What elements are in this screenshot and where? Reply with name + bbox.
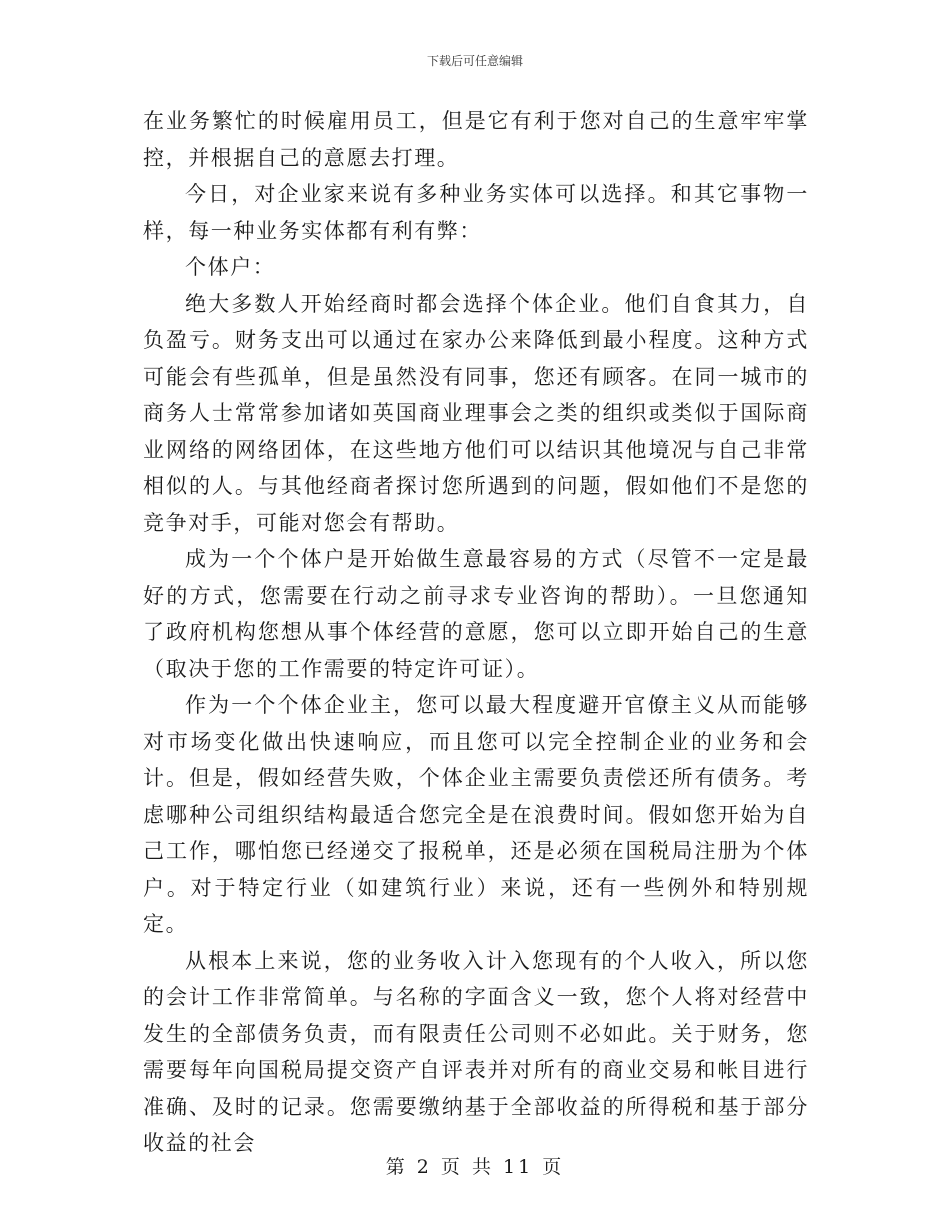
paragraph-1: 在业务繁忙的时候雇用员工，但是它有利于您对自己的生意牢牢掌控，并根据自己的意愿去打理。 (143, 109, 809, 170)
paragraph-2: 今日，对企业家来说有多种业务实体可以选择。和其它事物一样，每一种业务实体都有利有弊： (143, 182, 809, 243)
page-header: 下载后可任意编辑 (426, 54, 523, 68)
page-footer: 第 2 页 共 11 页 (385, 1156, 565, 1178)
document-body (143, 103, 809, 1162)
paragraph-6: 作为一个个体企业主，您可以最大程度避开官僚主义从而能够对市场变化做出快速响应，而且您可以完全控制企业的业务和会计。但是，假如经营失败，个体企业主需要负责偿还所有债务。考虑哪种公司组织结构最适合您完全是在浪费时间。假如您开始为自己工作，哪怕您已经递交了报税单，还是必须在国税局注册为个体户。对于特定行业（如建筑行业）来说，还有一些例外和特别规定。 (143, 693, 809, 936)
paragraph-3: 个体户： (185, 255, 276, 279)
paragraph-7: 从根本上来说，您的业务收入计入您现有的个人收入，所以您的会计工作非常简单。与名称的字面含义一致，您个人将对经营中发生的全部债务负责，而有限责任公司则不必如此。关于财务，您需要每年向国税局提交资产自评表并对所有的商业交易和帐目进行准确、及时的记录。您需要缴纳基于全部收益的所得税和基于部分收益的社会 (143, 948, 809, 1155)
paragraph-4: 绝大多数人开始经商时都会选择个体企业。他们自食其力，自负盈亏。财务支出可以通过在家办公来降低到最小程度。这种方式可能会有些孤单，但是虽然没有同事，您还有顾客。在同一城市的商务人士常常参加诸如英国商业理事会之类的组织或类似于国际商业网络的网络团体，在这些地方他们可以结识其他境况与自己非常相似的人。与其他经商者探讨您所遇到的问题，假如他们不是您的竞争对手，可能对您会有帮助。 (143, 291, 809, 535)
paragraph-5: 成为一个个体户是开始做生意最容易的方式（尽管不一定是最好的方式，您需要在行动之前寻求专业咨询的帮助）。一旦您通知了政府机构您想从事个体经营的意愿，您可以立即开始自己的生意（取决于您的工作需要的特定许可证）。 (143, 547, 809, 681)
